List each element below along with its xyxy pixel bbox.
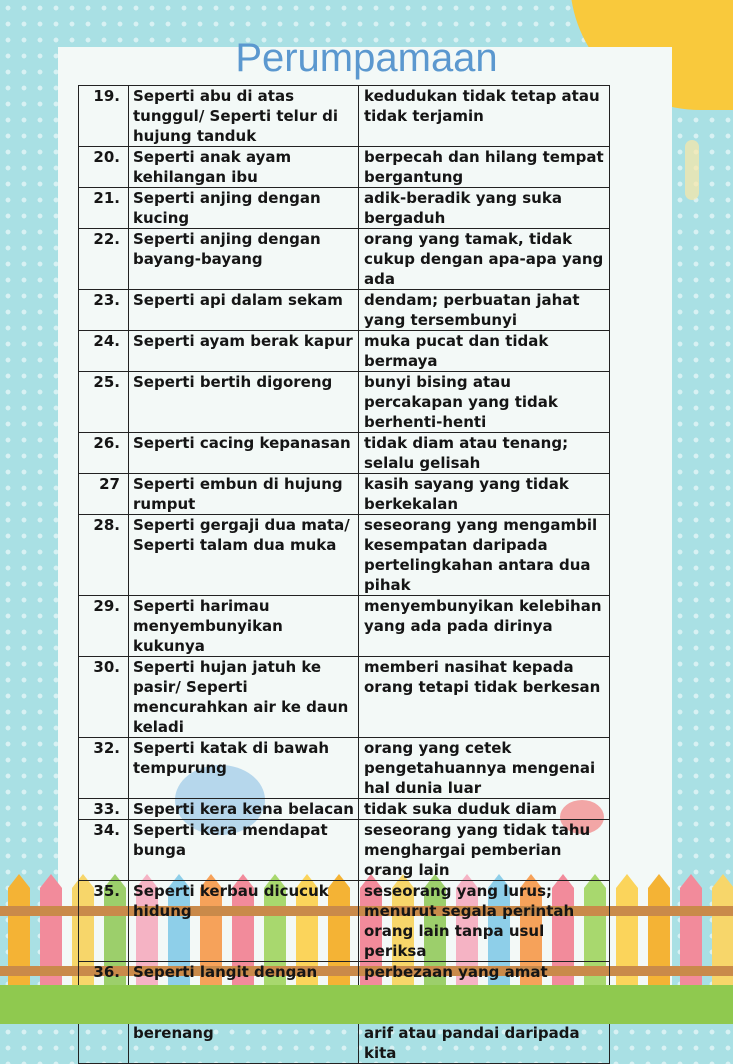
meaning-cell: seseorang yang lurus; menurut segala perintah orang lain tanpa usul periksa — [359, 881, 610, 962]
peribahasa-cell: Seperti ayam berak kapur — [129, 331, 359, 372]
peribahasa-cell: Seperti anjing dengan kucing — [129, 188, 359, 229]
meaning-cell: seseorang yang mengambil kesempatan daripada pertelingkahan antara dua pihak — [359, 515, 610, 596]
peribahasa-cell: Seperti kera kena belacan — [129, 799, 359, 820]
row-number: 19. — [79, 86, 129, 147]
row-number: 21. — [79, 188, 129, 229]
table-row — [79, 657, 610, 738]
row-number: 23. — [79, 290, 129, 331]
sun-ray-icon — [685, 140, 699, 200]
row-number: 33. — [79, 799, 129, 820]
table-row — [79, 86, 610, 147]
meaning-cell: orang yang cetek pengetahuannya mengenai hal dunia luar — [359, 738, 610, 799]
peribahasa-cell: Seperti katak di bawah tempurung — [129, 738, 359, 799]
peribahasa-cell: berenang — [129, 1003, 359, 1064]
peribahasa-cell: Seperti anjing dengan bayang-bayang — [129, 229, 359, 290]
table-row — [79, 331, 610, 372]
table-row — [79, 474, 610, 515]
meaning-cell: orang yang tamak, tidak cukup dengan apa-apa yang ada — [359, 229, 610, 290]
table-row — [79, 881, 610, 962]
meaning-cell: arif atau pandai daripada kita — [359, 1003, 610, 1064]
meaning-cell: seseorang yang tidak tahu menghargai pemberian orang lain — [359, 820, 610, 881]
row-number: 27 — [79, 474, 129, 515]
table-row — [79, 515, 610, 596]
peribahasa-cell: Seperti api dalam sekam — [129, 290, 359, 331]
meaning-cell: memberi nasihat kepada orang tetapi tidak berkesan — [359, 657, 610, 738]
meaning-cell: tidak suka duduk diam — [359, 799, 610, 820]
row-number: 29. — [79, 596, 129, 657]
row-number: 22. — [79, 229, 129, 290]
row-number: 26. — [79, 433, 129, 474]
meaning-cell: bunyi bising atau percakapan yang tidak berhenti-henti — [359, 372, 610, 433]
table-row — [79, 290, 610, 331]
row-number: 32. — [79, 738, 129, 799]
peribahasa-cell: Seperti langit dengan — [129, 962, 359, 1003]
meaning-cell: kasih sayang yang tidak berkekalan — [359, 474, 610, 515]
peribahasa-cell: Seperti bertih digoreng — [129, 372, 359, 433]
peribahasa-cell: Seperti cacing kepanasan — [129, 433, 359, 474]
meaning-cell: kedudukan tidak tetap atau tidak terjamin — [359, 86, 610, 147]
table-row — [79, 229, 610, 290]
row-number: 36. — [79, 962, 129, 1003]
peribahasa-cell: Seperti gergaji dua mata/ Seperti talam dua muka — [129, 515, 359, 596]
peribahasa-cell: Seperti hujan jatuh ke pasir/ Seperti mencurahkan air ke daun keladi — [129, 657, 359, 738]
meaning-cell: berpecah dan hilang tempat bergantung — [359, 147, 610, 188]
meaning-cell: muka pucat dan tidak bermaya — [359, 331, 610, 372]
table-row — [79, 188, 610, 229]
peribahasa-cell: Seperti kerbau dicucuk hidung — [129, 881, 359, 962]
table-body — [79, 86, 610, 1064]
table-row — [79, 372, 610, 433]
row-number: 25. — [79, 372, 129, 433]
page-title: Perumpamaan — [235, 36, 498, 80]
meaning-cell: tidak diam atau tenang; selalu gelisah — [359, 433, 610, 474]
row-number: 24. — [79, 331, 129, 372]
row-number: 34. — [79, 820, 129, 881]
row-number: 20. — [79, 147, 129, 188]
table-row — [79, 147, 610, 188]
meaning-cell: menyembunyikan kelebihan yang ada pada dirinya — [359, 596, 610, 657]
table-row — [79, 596, 610, 657]
row-number: 35. — [79, 881, 129, 962]
peribahasa-cell: Seperti harimau menyembunyikan kukunya — [129, 596, 359, 657]
table-row — [79, 738, 610, 799]
row-number: 30. — [79, 657, 129, 738]
meaning-cell: perbezaan yang amat — [359, 962, 610, 1003]
peribahasa-cell: Seperti anak ayam kehilangan ibu — [129, 147, 359, 188]
peribahasa-table — [78, 85, 610, 1064]
peribahasa-cell: Seperti abu di atas tunggul/ Seperti telur di hujung tanduk — [129, 86, 359, 147]
table-row — [79, 433, 610, 474]
row-number: 28. — [79, 515, 129, 596]
meaning-cell: dendam; perbuatan jahat yang tersembunyi — [359, 290, 610, 331]
peribahasa-cell: Seperti kera mendapat bunga — [129, 820, 359, 881]
peribahasa-cell: Seperti embun di hujung rumput — [129, 474, 359, 515]
table-row — [79, 820, 610, 881]
table-row — [79, 799, 610, 820]
grass-icon — [0, 985, 733, 1024]
meaning-cell: adik-beradik yang suka bergaduh — [359, 188, 610, 229]
